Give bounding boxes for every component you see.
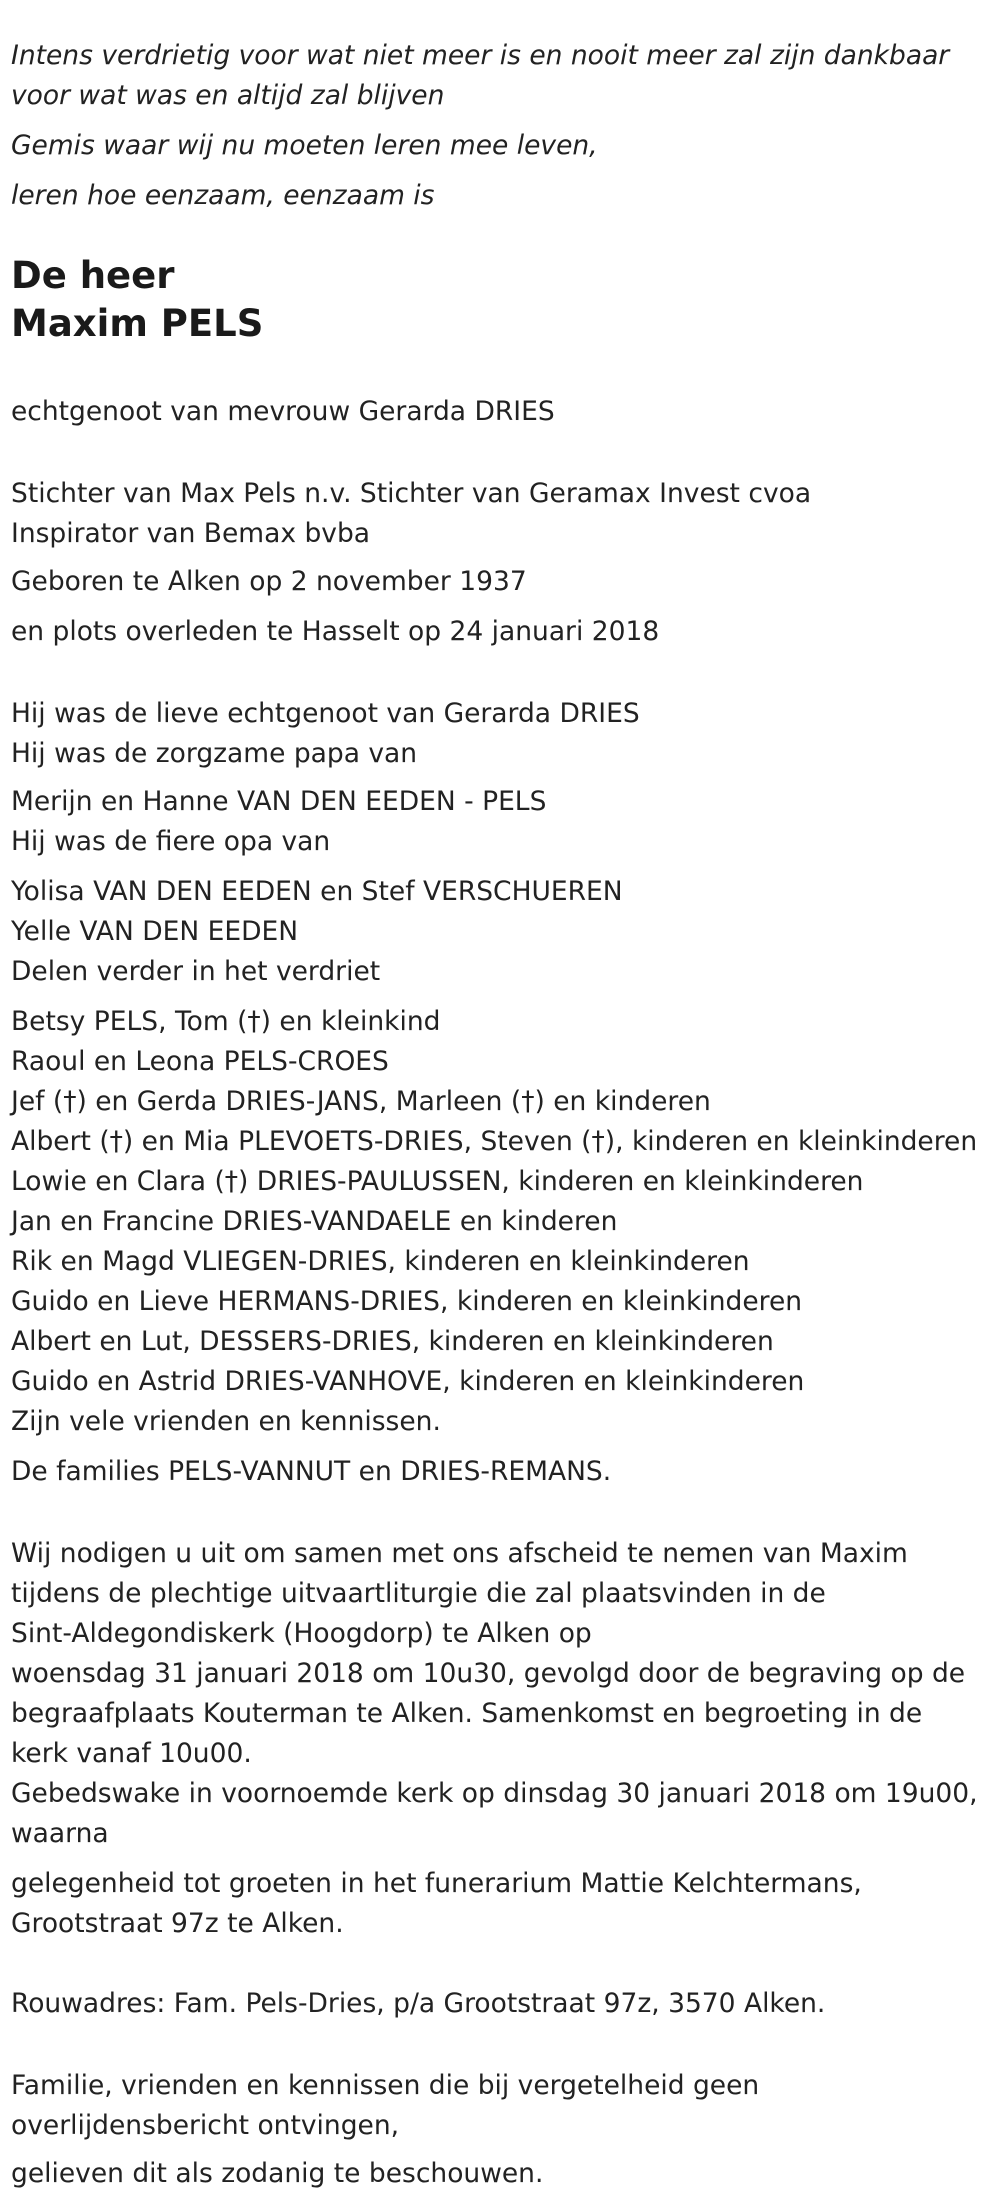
spouse-line: echtgenoot van mevrouw Gerarda DRIES — [11, 396, 555, 427]
family-line: Hij was de zorgzame papa van — [11, 738, 418, 769]
invitation-line: Gebedswake in voornoemde kerk op dinsdag 30 januari 2018 om 19u00, — [11, 1778, 978, 1809]
family-line: Hij was de lieve echtgenoot van Gerarda DRIES — [11, 698, 640, 729]
founder-line: Stichter van Max Pels n.v. Stichter van Geramax Invest cvoa — [11, 478, 812, 509]
family-line: Guido en Astrid DRIES-VANHOVE, kinderen en kleinkinderen — [11, 1366, 805, 1397]
invitation-line: woensdag 31 januari 2018 om 10u30, gevolgd door de begraving op de — [11, 1658, 966, 1689]
invitation-line: gelegenheid tot groeten in het funerarium Mattie Kelchtermans, — [11, 1868, 862, 1899]
mourning-address: Rouwadres: Fam. Pels-Dries, p/a Grootstraat 97z, 3570 Alken. — [11, 1988, 826, 2019]
invitation-line: waarna — [11, 1818, 109, 1849]
family-line: Zijn vele vrienden en kennissen. — [11, 1406, 441, 1437]
family-line: De families PELS-VANNUT en DRIES-REMANS. — [11, 1456, 612, 1487]
closing-line: gelieven dit als zodanig te beschouwen. — [11, 2158, 544, 2189]
invitation-line: Sint-Aldegondiskerk (Hoogdorp) te Alken op — [11, 1618, 592, 1649]
invitation-line: kerk vanaf 10u00. — [11, 1738, 252, 1769]
family-line: Guido en Lieve HERMANS-DRIES, kinderen en kleinkinderen — [11, 1286, 803, 1317]
family-line: Jef (†) en Gerda DRIES-JANS, Marleen (†) en kinderen — [11, 1086, 711, 1117]
founder-line: Inspirator van Bemax bvba — [11, 518, 371, 549]
family-line: Betsy PELS, Tom (†) en kleinkind — [11, 1006, 441, 1037]
quote-line: leren hoe eenzaam, eenzaam is — [11, 180, 435, 211]
invitation-line: Wij nodigen u uit om samen met ons afscheid te nemen van Maxim — [11, 1538, 908, 1569]
closing-line: Familie, vrienden en kennissen die bij vergetelheid geen — [11, 2070, 760, 2101]
family-line: Yelle VAN DEN EEDEN — [11, 916, 299, 947]
family-line: Yolisa VAN DEN EEDEN en Stef VERSCHUEREN — [11, 876, 623, 907]
family-line: Delen verder in het verdriet — [11, 956, 381, 987]
family-line: Raoul en Leona PELS-CROES — [11, 1046, 389, 1077]
invitation-line: tijdens de plechtige uitvaartliturgie die zal plaatsvinden in de — [11, 1578, 826, 1609]
family-line: Hij was de fiere opa van — [11, 826, 331, 857]
closing-line: overlijdensbericht ontvingen, — [11, 2110, 400, 2141]
quote-line: Gemis waar wij nu moeten leren mee leven, — [11, 130, 598, 161]
death-line: en plots overleden te Hasselt op 24 januari 2018 — [11, 616, 660, 647]
family-line: Jan en Francine DRIES-VANDAELE en kinderen — [11, 1206, 618, 1237]
family-line: Rik en Magd VLIEGEN-DRIES, kinderen en kleinkinderen — [11, 1246, 750, 1277]
family-line: Lowie en Clara (†) DRIES-PAULUSSEN, kinderen en kleinkinderen — [11, 1166, 864, 1197]
invitation-line: Grootstraat 97z te Alken. — [11, 1908, 344, 1939]
invitation-line: begraafplaats Kouterman te Alken. Samenkomst en begroeting in de — [11, 1698, 923, 1729]
birth-line: Geboren te Alken op 2 november 1937 — [11, 566, 527, 597]
deceased-title: De heer — [11, 254, 175, 297]
family-line: Merijn en Hanne VAN DEN EEDEN - PELS — [11, 786, 547, 817]
deceased-name: Maxim PELS — [11, 302, 264, 345]
quote-line: voor wat was en altijd zal blijven — [11, 80, 445, 111]
family-line: Albert (†) en Mia PLEVOETS-DRIES, Steven (†), kinderen en kleinkinderen — [11, 1126, 978, 1157]
quote-line: Intens verdrietig voor wat niet meer is en nooit meer zal zijn dankbaar — [11, 40, 950, 71]
family-line: Albert en Lut, DESSERS-DRIES, kinderen en kleinkinderen — [11, 1326, 774, 1357]
